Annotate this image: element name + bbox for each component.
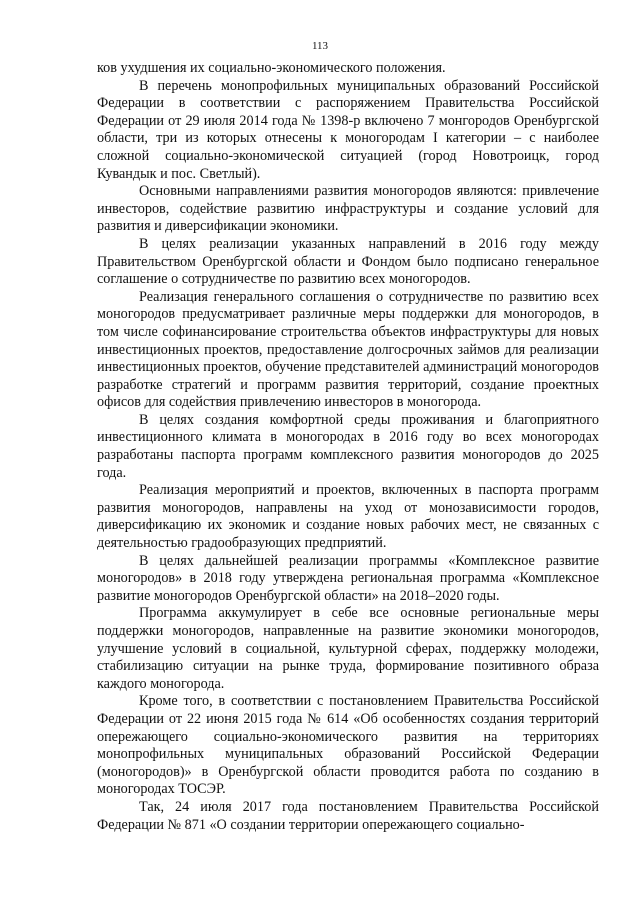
paragraph-8: В целях дальнейшей реализации программы «Комплексное развитие моногородов» в 2018 году утверждена региональная программа «Комплексное развитие моногородов Оренбургской области» на 2018–2020 годы. bbox=[97, 552, 599, 604]
paragraph-2: В перечень монопрофильных муниципальных образований Российской Федерации в соответствии с распоряжением Правительства Российской Федерации от 29 июля 2014 года № 1398-р включено 7 монгородов Оренбургской области, три из которых отнесены к моногородам I категории – с наиболее сложной социально-экономической ситуацией (город Новотроицк, город Кувандык и пос. Светлый). bbox=[97, 77, 599, 182]
paragraph-3: Основными направлениями развития моногородов являются: привлечение инвесторов, содействие развитию инфраструктуры и создание условий для развития и диверсификации экономики. bbox=[97, 183, 599, 235]
paragraph-10: Кроме того, в соответствии с постановлением Правительства Российской Федерации от 22 июня 2015 года № 614 «Об особенностях создания территорий опережающего социально-экономического развития на территориях монопрофильных муниципальных образований Российской Федерации (моногородов)» в Оренбургской области проводится работа по созданию в моногородах ТОСЭР. bbox=[97, 693, 599, 798]
body-text bbox=[97, 60, 599, 834]
paragraph-7: Реализация мероприятий и проектов, включенных в паспорта программ развития моногородов, направлены на уход от монозависимости городов, диверсификацию их экономик и создание новых рабочих мест, не связанных с деятельностью градообразующих предприятий. bbox=[97, 482, 599, 552]
paragraph-4: В целях реализации указанных направлений в 2016 году между Правительством Оренбургской области и Фондом было подписано генеральное соглашение о сотрудничестве по развитию всех моногородов. bbox=[97, 235, 599, 288]
page-number: 113 bbox=[311, 40, 329, 52]
paragraph-9: Программа аккумулирует в себе все основные региональные меры поддержки моногородов, направленные на развитие экономики моногородов, улучшение условий в социальной, культурной сферах, поддержку молодежи, стабилизацию ситуации на рынке труда, формирование позитивного образа каждого моногорода. bbox=[97, 605, 599, 692]
paragraph-1: ков ухудшения их социально-экономического положения. bbox=[97, 60, 446, 76]
paragraph-5: Реализация генерального соглашения о сотрудничестве по развитию всех моногородов предусматривает различные меры поддержки для моногородов, в том числе софинансирование строительства объектов инфраструктуры для новых инвестиционных проектов, предоставление долгосрочных займов для реализации инвестиционных проектов, обучение представителей администраций моногородов разработке стратегий и программ развития территорий, создание проектных офисов для содействия привлечению инвесторов в моногорода. bbox=[97, 288, 599, 411]
paragraph-6: В целях создания комфортной среды проживания и благоприятного инвестиционного климата в моногородах в 2016 году во всех моногородах разработаны паспорта программ комплексного развития моногородов до 2025 года. bbox=[97, 411, 599, 481]
paragraph-11: Так, 24 июля 2017 года постановлением Правительства Российской Федерации № 871 «О создании территории опережающего социально- bbox=[97, 798, 599, 833]
